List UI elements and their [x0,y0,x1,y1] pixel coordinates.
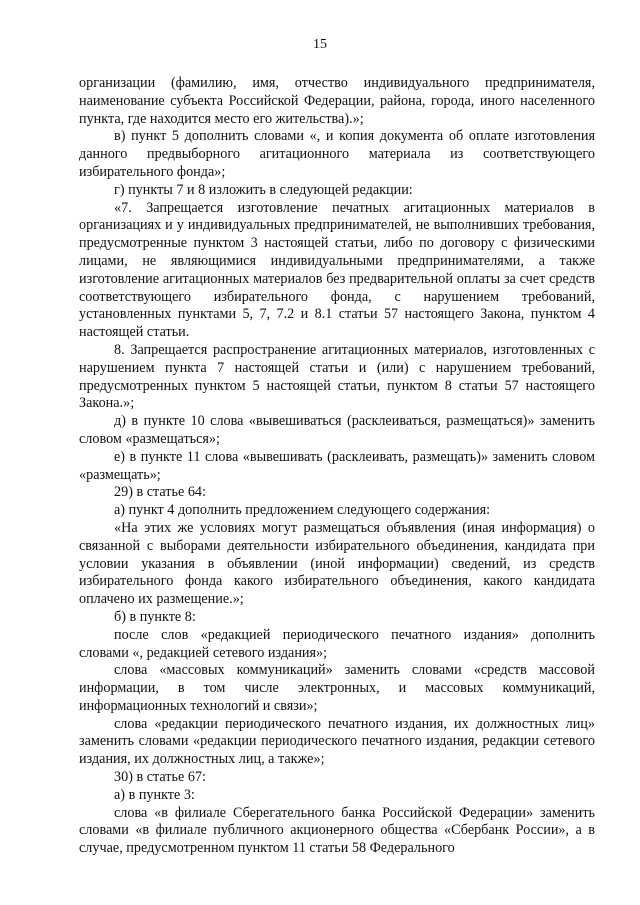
paragraph: г) пункты 7 и 8 изложить в следующей редакции: [114,181,413,198]
paragraph: д) в пункте 10 слова «вывешиваться (расклеиваться, размещаться)» заменить словом «размещаться»; [79,413,595,447]
paragraph: организации (фамилию, имя, отчество индивидуального предпринимателя, наименование субъекта Российской Федерации, района, города, иного населенного пункта, где находится место его жительства).»; [79,75,595,127]
paragraph: слова «массовых коммуникаций» заменить словами «средств массовой информации, в том числе электронных, и массовых коммуникаций, информационных технологий и связи»; [79,662,595,714]
paragraph: слова «редакции периодического печатного издания, их должностных лиц» заменить словами «редакции периодического печатного издания, редакции сетевого издания, их должностных лиц, а также»; [79,715,595,768]
paragraph: е) в пункте 11 слова «вывешивать (расклеивать, размещать)» заменить словом «размещать»; [79,448,595,483]
document-text [79,75,595,858]
paragraph: 8. Запрещается распространение агитационных материалов, изготовленных с нарушением пункта 7 настоящей статьи и (или) с нарушением требований, предусмотренных пунктом 5 настоящей статьи, пунктом 8 статьи 57 настоящего Закона.»; [79,341,595,412]
page-number: 15 [313,37,327,52]
paragraph: после слов «редакцией периодического печатного издания» дополнить словами «, редакцией сетевого издания»; [79,626,595,661]
paragraph: а) в пункте 3: [114,786,195,803]
paragraph: 30) в статье 67: [114,769,206,786]
paragraph: «На этих же условиях могут размещаться объявления (иная информация) о связанной с выборами деятельности избирательного объединения, кандидата при условии указания в объявлении (иной информации) сведений, из средств избирательного фонда какого избирательного объединения, какого кандидата оплачено их размещение.»; [79,519,595,608]
paragraph: б) в пункте 8: [114,608,196,625]
paragraph: а) пункт 4 дополнить предложением следующего содержания: [114,502,491,519]
paragraph: 29) в статье 64: [114,484,206,501]
paragraph: слова «в филиале Сберегательного банка Российской Федерации» заменить словами «в филиале публичного акционерного общества «Сбербанк России», а в случае, предусмотренном пунктом 11 статьи 58 Федерального [79,804,595,857]
paragraph: в) пункт 5 дополнить словами «, и копия документа об оплате изготовления данного предвыборного агитационного материала из соответствующего избирательного фонда»; [79,128,595,180]
paragraph: «7. Запрещается изготовление печатных агитационных материалов в организациях и у индивидуальных предпринимателей, не выполнивших требования, предусмотренные пунктом 3 настоящей статьи, либо по договору с физическими лицами, не являющимися индивидуальными предпринимателями, а также изготовление агитационных материалов без предварительной оплаты за счет средств соответствующего избирательного фонда, с нарушением требований, установленных пунктами 5, 7, 7.2 и 8.1 статьи 57 настоящего Закона, пунктом 4 настоящей статьи. [79,199,595,341]
